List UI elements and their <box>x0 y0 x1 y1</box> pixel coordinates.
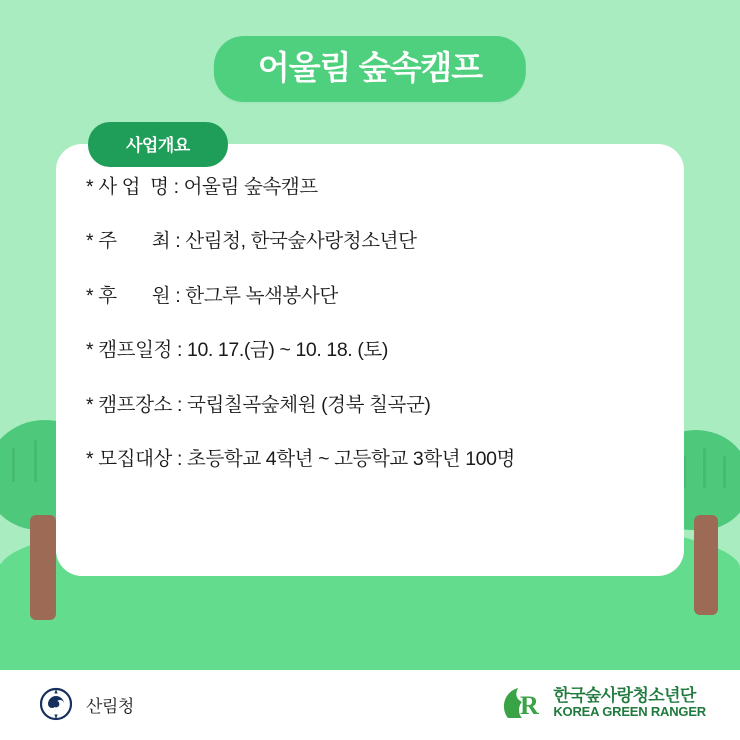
list-item: * 캠프일정 : 10. 17.(금) ~ 10. 18. (토) <box>86 339 388 362</box>
forest-service-logo <box>36 684 134 724</box>
ranger-name-kr: 한국숲사랑청소년단 <box>553 685 696 705</box>
list-item: * 모집대상 : 초등학교 4학년 ~ 고등학교 3학년 100명 <box>86 447 515 470</box>
tree-left-leaf-line <box>34 440 37 482</box>
korea-green-ranger-logo-icon <box>498 682 544 724</box>
korea-government-emblem-icon <box>36 684 76 724</box>
ranger-logo-block <box>498 682 706 724</box>
tree-left-trunk <box>30 515 56 620</box>
forest-service-name: 산림청 <box>86 696 134 716</box>
footer <box>0 670 740 740</box>
list-item: * 후 원 : 한그루 녹색봉사단 <box>86 284 338 307</box>
tree-left-leaf-line <box>12 448 15 482</box>
ranger-text-block <box>553 687 706 720</box>
list-item: * 사 업 명 : 어울림 숲속캠프 <box>86 176 318 198</box>
tree-right-trunk <box>694 515 718 615</box>
section-tab-overview <box>88 122 228 167</box>
poster-title-banner <box>214 36 526 102</box>
list-item: * 캠프장소 : 국립칠곡숲체원 (경북 칠곡군) <box>86 393 431 416</box>
page-title: 어울림 숲속캠프 <box>257 49 483 86</box>
section-tab-label: 사업개요 <box>126 136 190 155</box>
ranger-name-en: KOREA GREEN RANGER <box>553 704 706 720</box>
overview-info-list <box>86 176 666 502</box>
tree-right-leaf-line <box>723 456 726 488</box>
list-item: * 주 최 : 산림청, 한국숲사랑청소년단 <box>86 230 417 253</box>
svg-text:R: R <box>520 691 540 720</box>
tree-right-leaf-line <box>703 448 706 488</box>
